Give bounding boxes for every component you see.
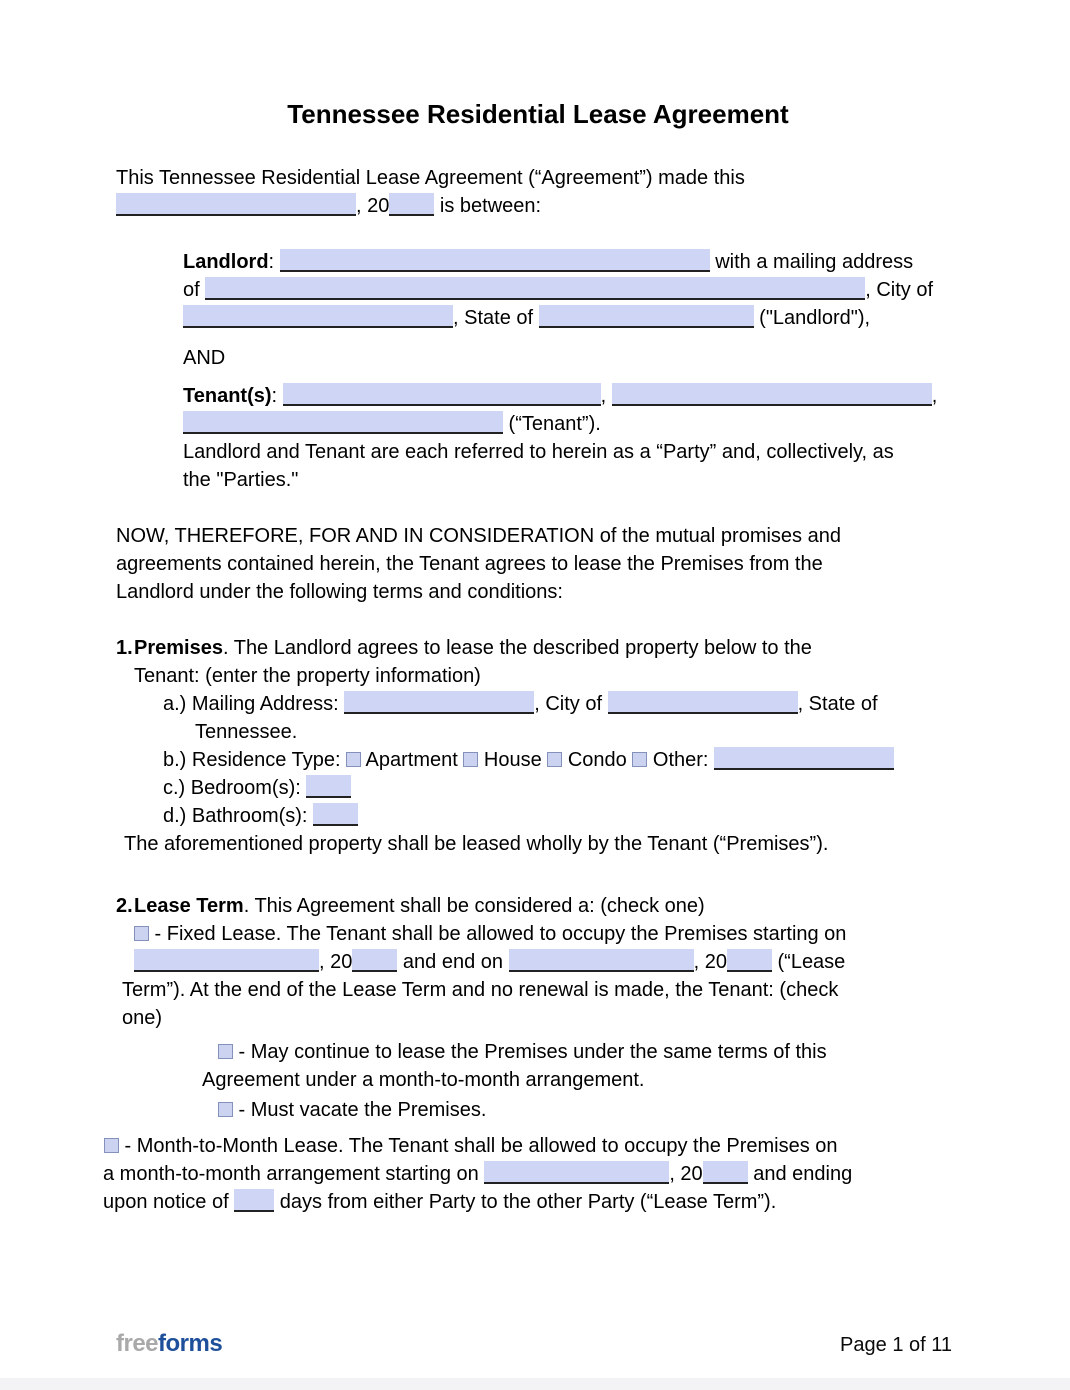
parties-line-2: the "Parties." — [183, 469, 299, 491]
tenant-colon: : — [271, 385, 283, 407]
fixed-start-year-field[interactable] — [352, 949, 397, 972]
consideration-paragraph — [116, 522, 960, 606]
premises-street-field[interactable] — [344, 691, 534, 714]
intro-line-2 — [116, 192, 960, 220]
tenant-1-name-field[interactable] — [283, 383, 601, 406]
must-vacate-option — [218, 1096, 960, 1124]
agreement-year-field[interactable] — [389, 193, 434, 216]
m2m-start-year-field[interactable] — [703, 1161, 748, 1184]
lease-term-line-1-text: . This Agreement shall be considered a: (check one) — [243, 895, 705, 917]
m2m-comma20: , 20 — [669, 1163, 703, 1185]
landlord-city-field[interactable] — [183, 305, 453, 328]
month-to-month-line-3 — [103, 1188, 960, 1216]
landlord-line-1 — [183, 248, 960, 276]
premises-item-b — [163, 746, 960, 774]
premises-item-d — [163, 802, 960, 830]
landlord-street-field[interactable] — [205, 277, 865, 300]
landlord-colon: : — [268, 251, 280, 273]
fixed-lease-line-3: Term”). At the end of the Lease Term and no renewal is made, the Tenant: (check — [122, 979, 839, 1001]
landlord-of-text: of — [183, 279, 206, 301]
landlord-state-field[interactable] — [539, 305, 754, 328]
month-to-month-checkbox[interactable] — [104, 1138, 119, 1153]
premises-line-1-text: . The Landlord agrees to lease the described property below to the — [222, 637, 812, 659]
month-to-month-line-2 — [103, 1160, 960, 1188]
fixed-lease-line-2 — [134, 948, 960, 976]
landlord-paragraph — [183, 248, 960, 332]
bathrooms-field[interactable] — [313, 803, 358, 826]
freeforms-logo — [116, 1330, 222, 1358]
m2m-starting-on-text: a month-to-month arrangement starting on — [103, 1163, 485, 1185]
page-title: Tennessee Residential Lease Agreement — [287, 99, 789, 129]
month-to-month-line-1 — [104, 1132, 960, 1160]
page-number: Page 1 of 11 — [840, 1334, 952, 1356]
condo-checkbox[interactable] — [547, 752, 562, 767]
premises-cityof-text: , City of — [534, 693, 608, 715]
intro-comma20: , 20 — [356, 195, 390, 217]
month-to-month-label: - Month-to-Month Lease. The Tenant shall be allowed to occupy the Premises on — [119, 1135, 838, 1157]
fixed-end-date-field[interactable] — [509, 949, 694, 972]
landlord-line-3 — [183, 304, 960, 332]
m2m-and-ending-text: and ending — [747, 1163, 853, 1185]
tenant-label: Tenant(s) — [183, 385, 272, 407]
house-label: House — [478, 749, 548, 771]
bedrooms-label: c.) Bedroom(s): — [163, 777, 307, 799]
lease-term-heading: Lease Term — [134, 895, 244, 917]
other-label: Other: — [647, 749, 715, 771]
agreement-date-field[interactable] — [116, 193, 356, 216]
premises-closing: The aforementioned property shall be leased wholly by the Tenant (“Premises”). — [124, 833, 829, 855]
must-vacate-checkbox[interactable] — [218, 1102, 233, 1117]
fixed-comma20-a: , 20 — [319, 951, 353, 973]
fixed-lease-line-1 — [134, 920, 960, 948]
notice-days-field[interactable] — [234, 1189, 274, 1212]
intro-text-1: This Tennessee Residential Lease Agreement (“Agreement”) made this — [116, 167, 745, 189]
tenant-2-name-field[interactable] — [612, 383, 932, 406]
premises-stateof-text: , State of — [797, 693, 878, 715]
tenant-paragraph — [183, 382, 960, 494]
lease-term-line-1 — [134, 892, 960, 920]
premises-item-c — [163, 774, 960, 802]
intro-paragraph — [116, 164, 960, 220]
section-1-premises — [116, 634, 960, 858]
section-1-number: 1. — [116, 637, 133, 659]
fixed-lease-line-4: one) — [122, 1007, 163, 1029]
tenant-ref-text: (“Tenant”). — [503, 413, 601, 435]
and-separator: AND — [183, 347, 226, 369]
may-continue-label: - May continue to lease the Premises under the same terms of this — [233, 1041, 827, 1063]
logo-forms-text: forms — [158, 1330, 223, 1357]
tenant-comma-space: , — [600, 385, 612, 407]
tenant-line-2 — [183, 410, 960, 438]
landlord-line-2 — [183, 276, 960, 304]
house-checkbox[interactable] — [463, 752, 478, 767]
bathrooms-label: d.) Bathroom(s): — [163, 805, 314, 827]
tenant-line-1 — [183, 382, 960, 410]
landlord-label: Landlord — [183, 251, 269, 273]
may-continue-cont: Agreement under a month-to-month arrangement. — [202, 1069, 645, 1091]
premises-line-1 — [134, 634, 960, 662]
premises-heading: Premises — [134, 637, 223, 659]
section-2-number: 2. — [116, 895, 133, 917]
consideration-line-2: agreements contained herein, the Tenant agrees to lease the Premises from the — [116, 553, 823, 575]
fixed-lease-label: - Fixed Lease. The Tenant shall be allowed to occupy the Premises starting on — [149, 923, 847, 945]
may-continue-checkbox[interactable] — [218, 1044, 233, 1059]
intro-is-between: is between: — [434, 195, 542, 217]
apartment-label: Apartment — [361, 749, 464, 771]
landlord-cityof-text: , City of — [865, 279, 934, 301]
consideration-line-3: Landlord under the following terms and conditions: — [116, 581, 563, 603]
page-footer — [116, 1330, 952, 1359]
may-continue-option — [218, 1038, 960, 1066]
fixed-lease-open-text: (“Lease — [771, 951, 846, 973]
premises-item-a-cont: Tennessee. — [195, 721, 298, 743]
apartment-checkbox[interactable] — [346, 752, 361, 767]
fixed-comma20-b: , 20 — [693, 951, 727, 973]
parties-line-1: Landlord and Tenant are each referred to herein as a “Party” and, collectively, as — [183, 441, 894, 463]
mailing-address-label: a.) Mailing Address: — [163, 693, 345, 715]
premises-line-2: Tenant: (enter the property information) — [134, 665, 481, 687]
fixed-end-year-field[interactable] — [727, 949, 772, 972]
notice-post-text: days from either Party to the other Party (“Lease Term”). — [274, 1191, 777, 1213]
fixed-lease-checkbox[interactable] — [134, 926, 149, 941]
section-2-lease-term — [103, 892, 960, 1216]
other-checkbox[interactable] — [632, 752, 647, 767]
bedrooms-field[interactable] — [306, 775, 351, 798]
m2m-start-date-field[interactable] — [484, 1161, 669, 1184]
condo-label: Condo — [562, 749, 633, 771]
consideration-line-1: NOW, THEREFORE, FOR AND IN CONSIDERATION of the mutual promises and — [116, 525, 841, 547]
intro-line-1 — [116, 164, 960, 192]
logo-free-text: free — [116, 1330, 159, 1357]
page-bottom-edge — [0, 1378, 1070, 1390]
must-vacate-label: - Must vacate the Premises. — [233, 1099, 487, 1121]
tenant-3-name-field[interactable] — [183, 411, 503, 434]
notice-pre-text: upon notice of — [103, 1191, 235, 1213]
tenant-comma: , — [931, 385, 938, 407]
landlord-ref-text: ("Landlord"), — [753, 307, 871, 329]
landlord-mailing-text: with a mailing address — [709, 251, 914, 273]
premises-item-a — [163, 690, 960, 718]
premises-city-field[interactable] — [608, 691, 798, 714]
fixed-start-date-field[interactable] — [134, 949, 319, 972]
fixed-and-end-on: and end on — [397, 951, 509, 973]
residence-other-field[interactable] — [714, 747, 894, 770]
residence-type-label: b.) Residence Type: — [163, 749, 347, 771]
landlord-stateof-text: , State of — [453, 307, 539, 329]
landlord-name-field[interactable] — [280, 249, 710, 272]
